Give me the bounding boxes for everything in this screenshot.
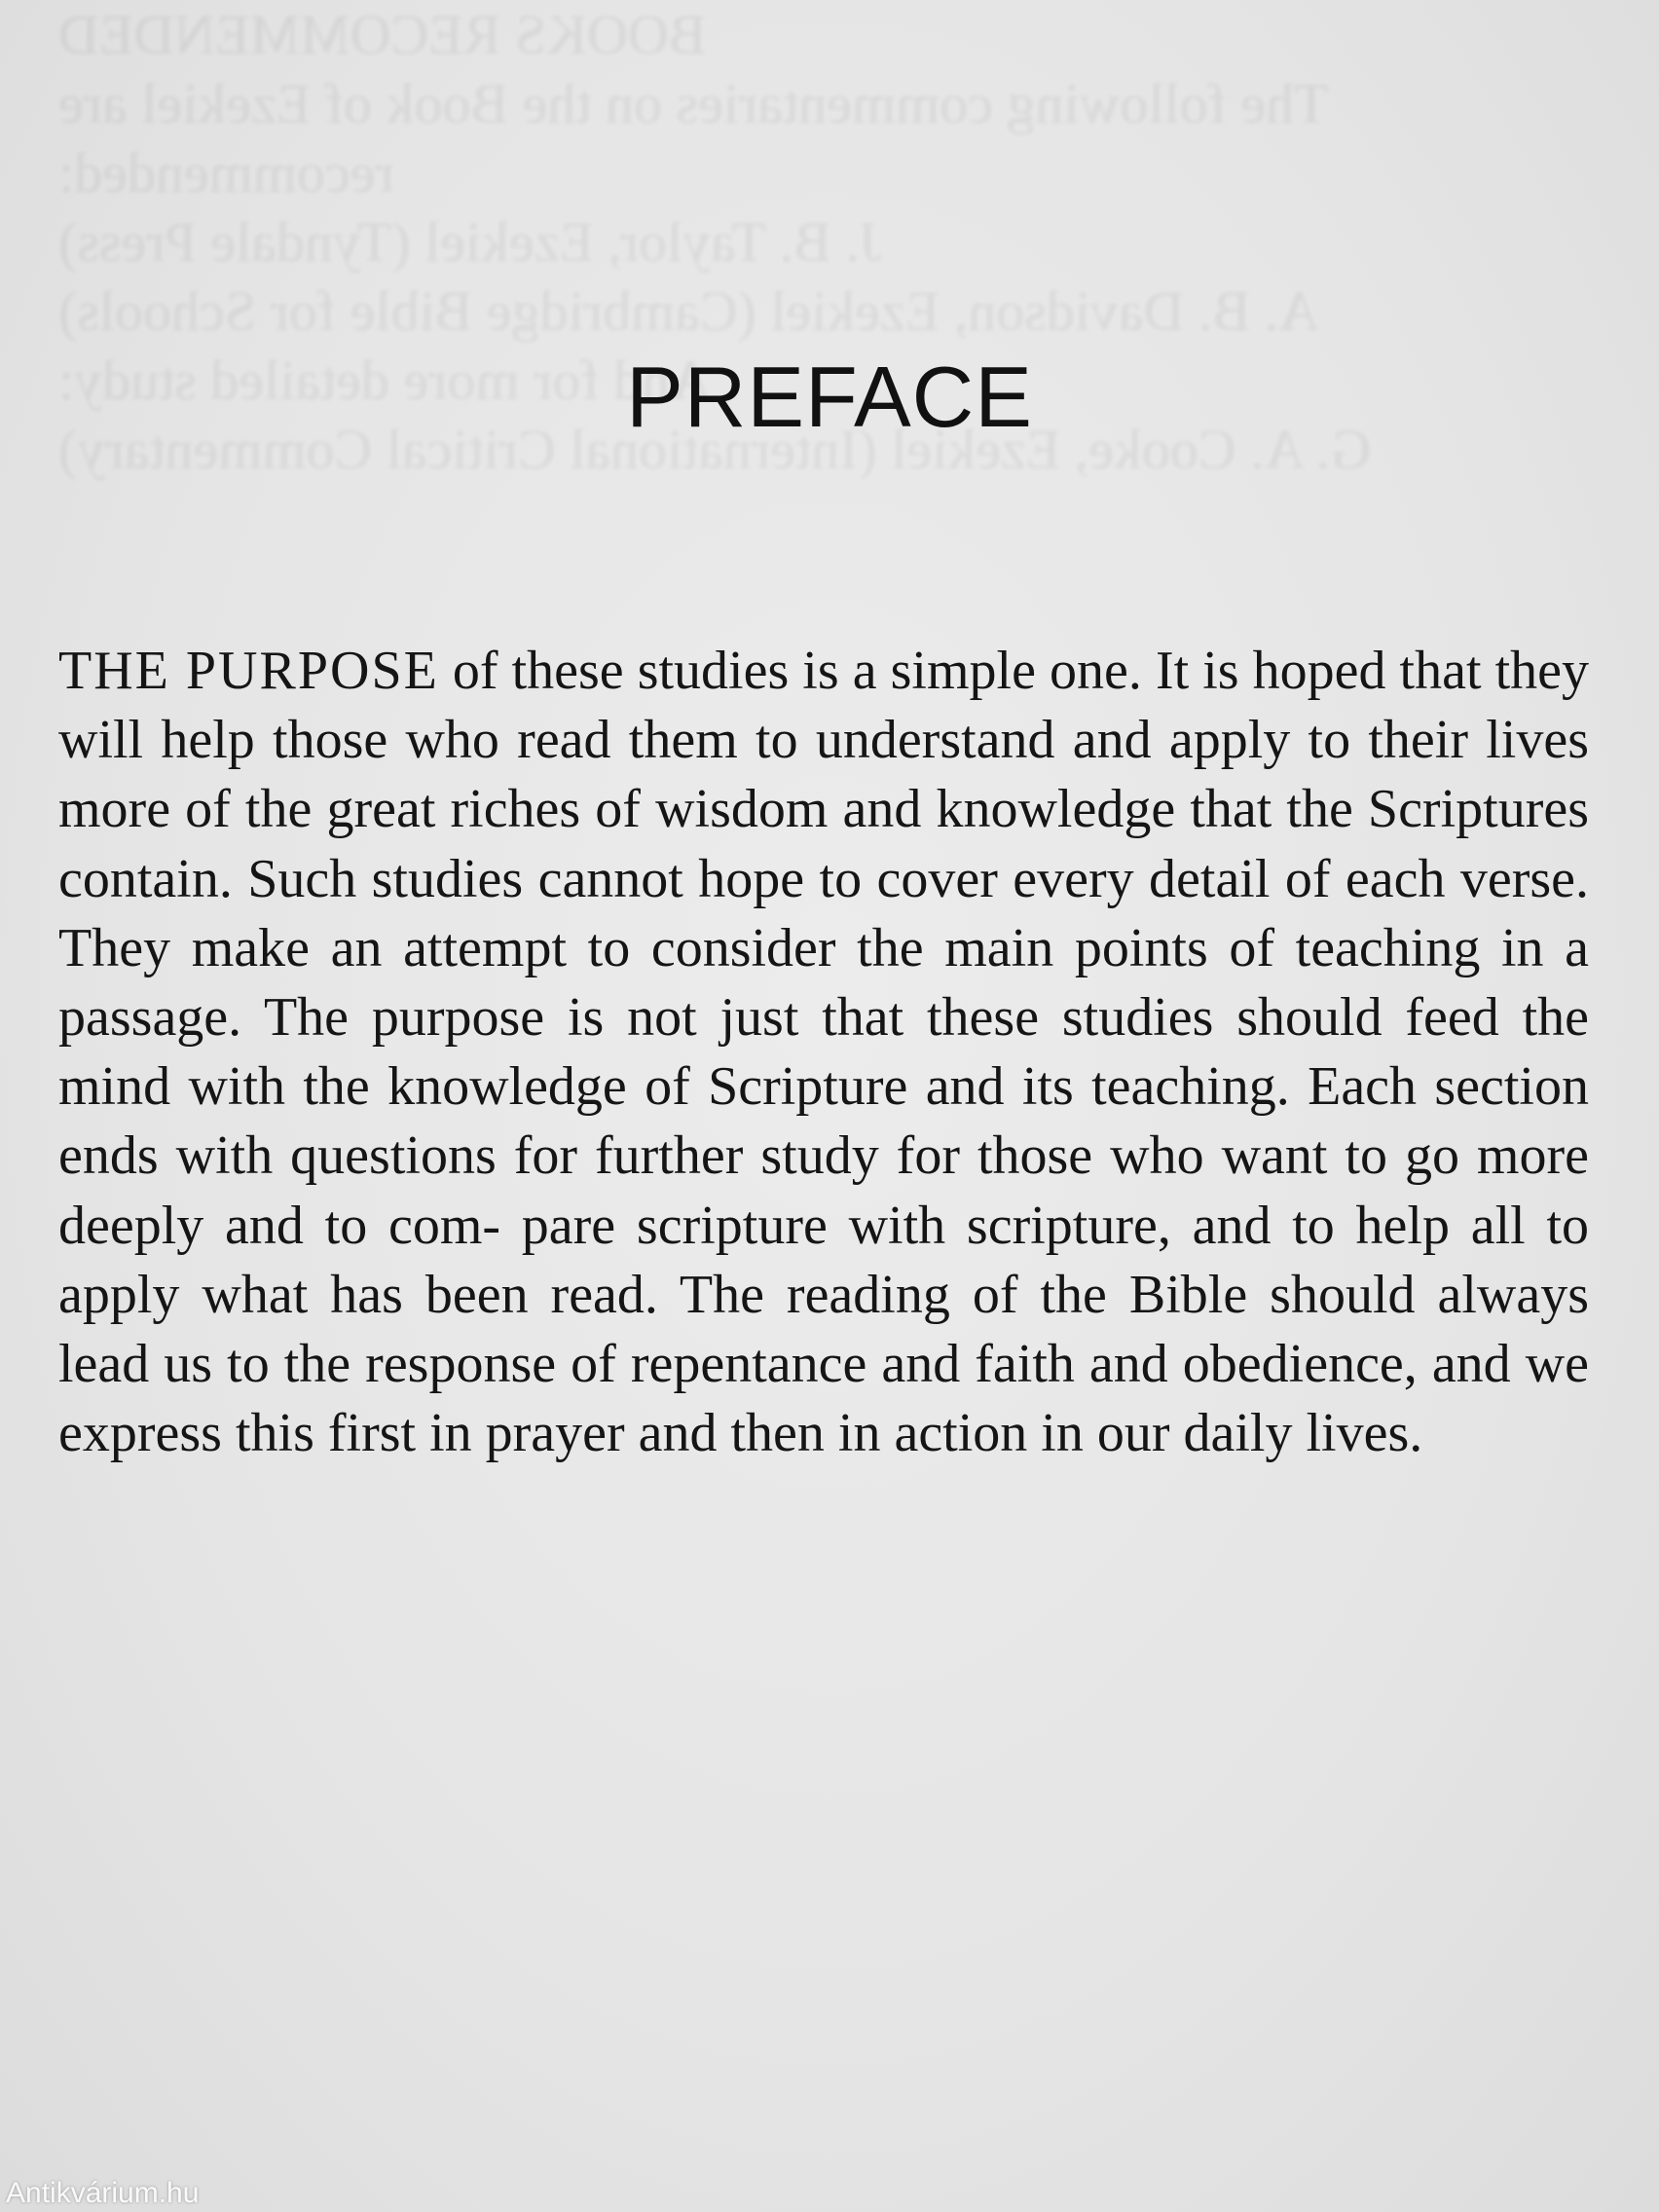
show-through-text: BOOKS RECOMMENDED The following commentaries on the Book of Ezekiel are recommended: J. B. Taylor, Ezekiel (Tyndale Press) A. B. Davidson, Ezekiel (Cambridge Bible for Schools) And for more detailed study: G. A. Cooke, Ezekiel (International Critical Commentary) (58, 3, 1372, 481)
lead-in: THE PURPOSE (58, 641, 439, 701)
preface-body: of these studies is a simple one. It is hoped that they will help those who read them to understand and apply to their lives more of the great riches of wisdom and knowledge that the Scriptures contain. Such studies cannot hope to cover every detail of each verse. They make an attempt to consider the main points of teaching in a passage. The purpose is not just that these studies should feed the mind with the knowledge of Scripture and its teaching. Each section ends with questions for further study for those who want to go more deeply and to com- pare scripture with scripture, and to help all to apply what has been read. The reading of the Bible should always lead us to the response of repentance and faith and obedience, and we express this first in prayer and then in action in our daily lives. (58, 641, 1589, 1464)
page-title: PREFACE (626, 349, 1033, 445)
watermark: Antikvárium.hu (6, 2177, 200, 2209)
preface-paragraph (58, 637, 1589, 1468)
